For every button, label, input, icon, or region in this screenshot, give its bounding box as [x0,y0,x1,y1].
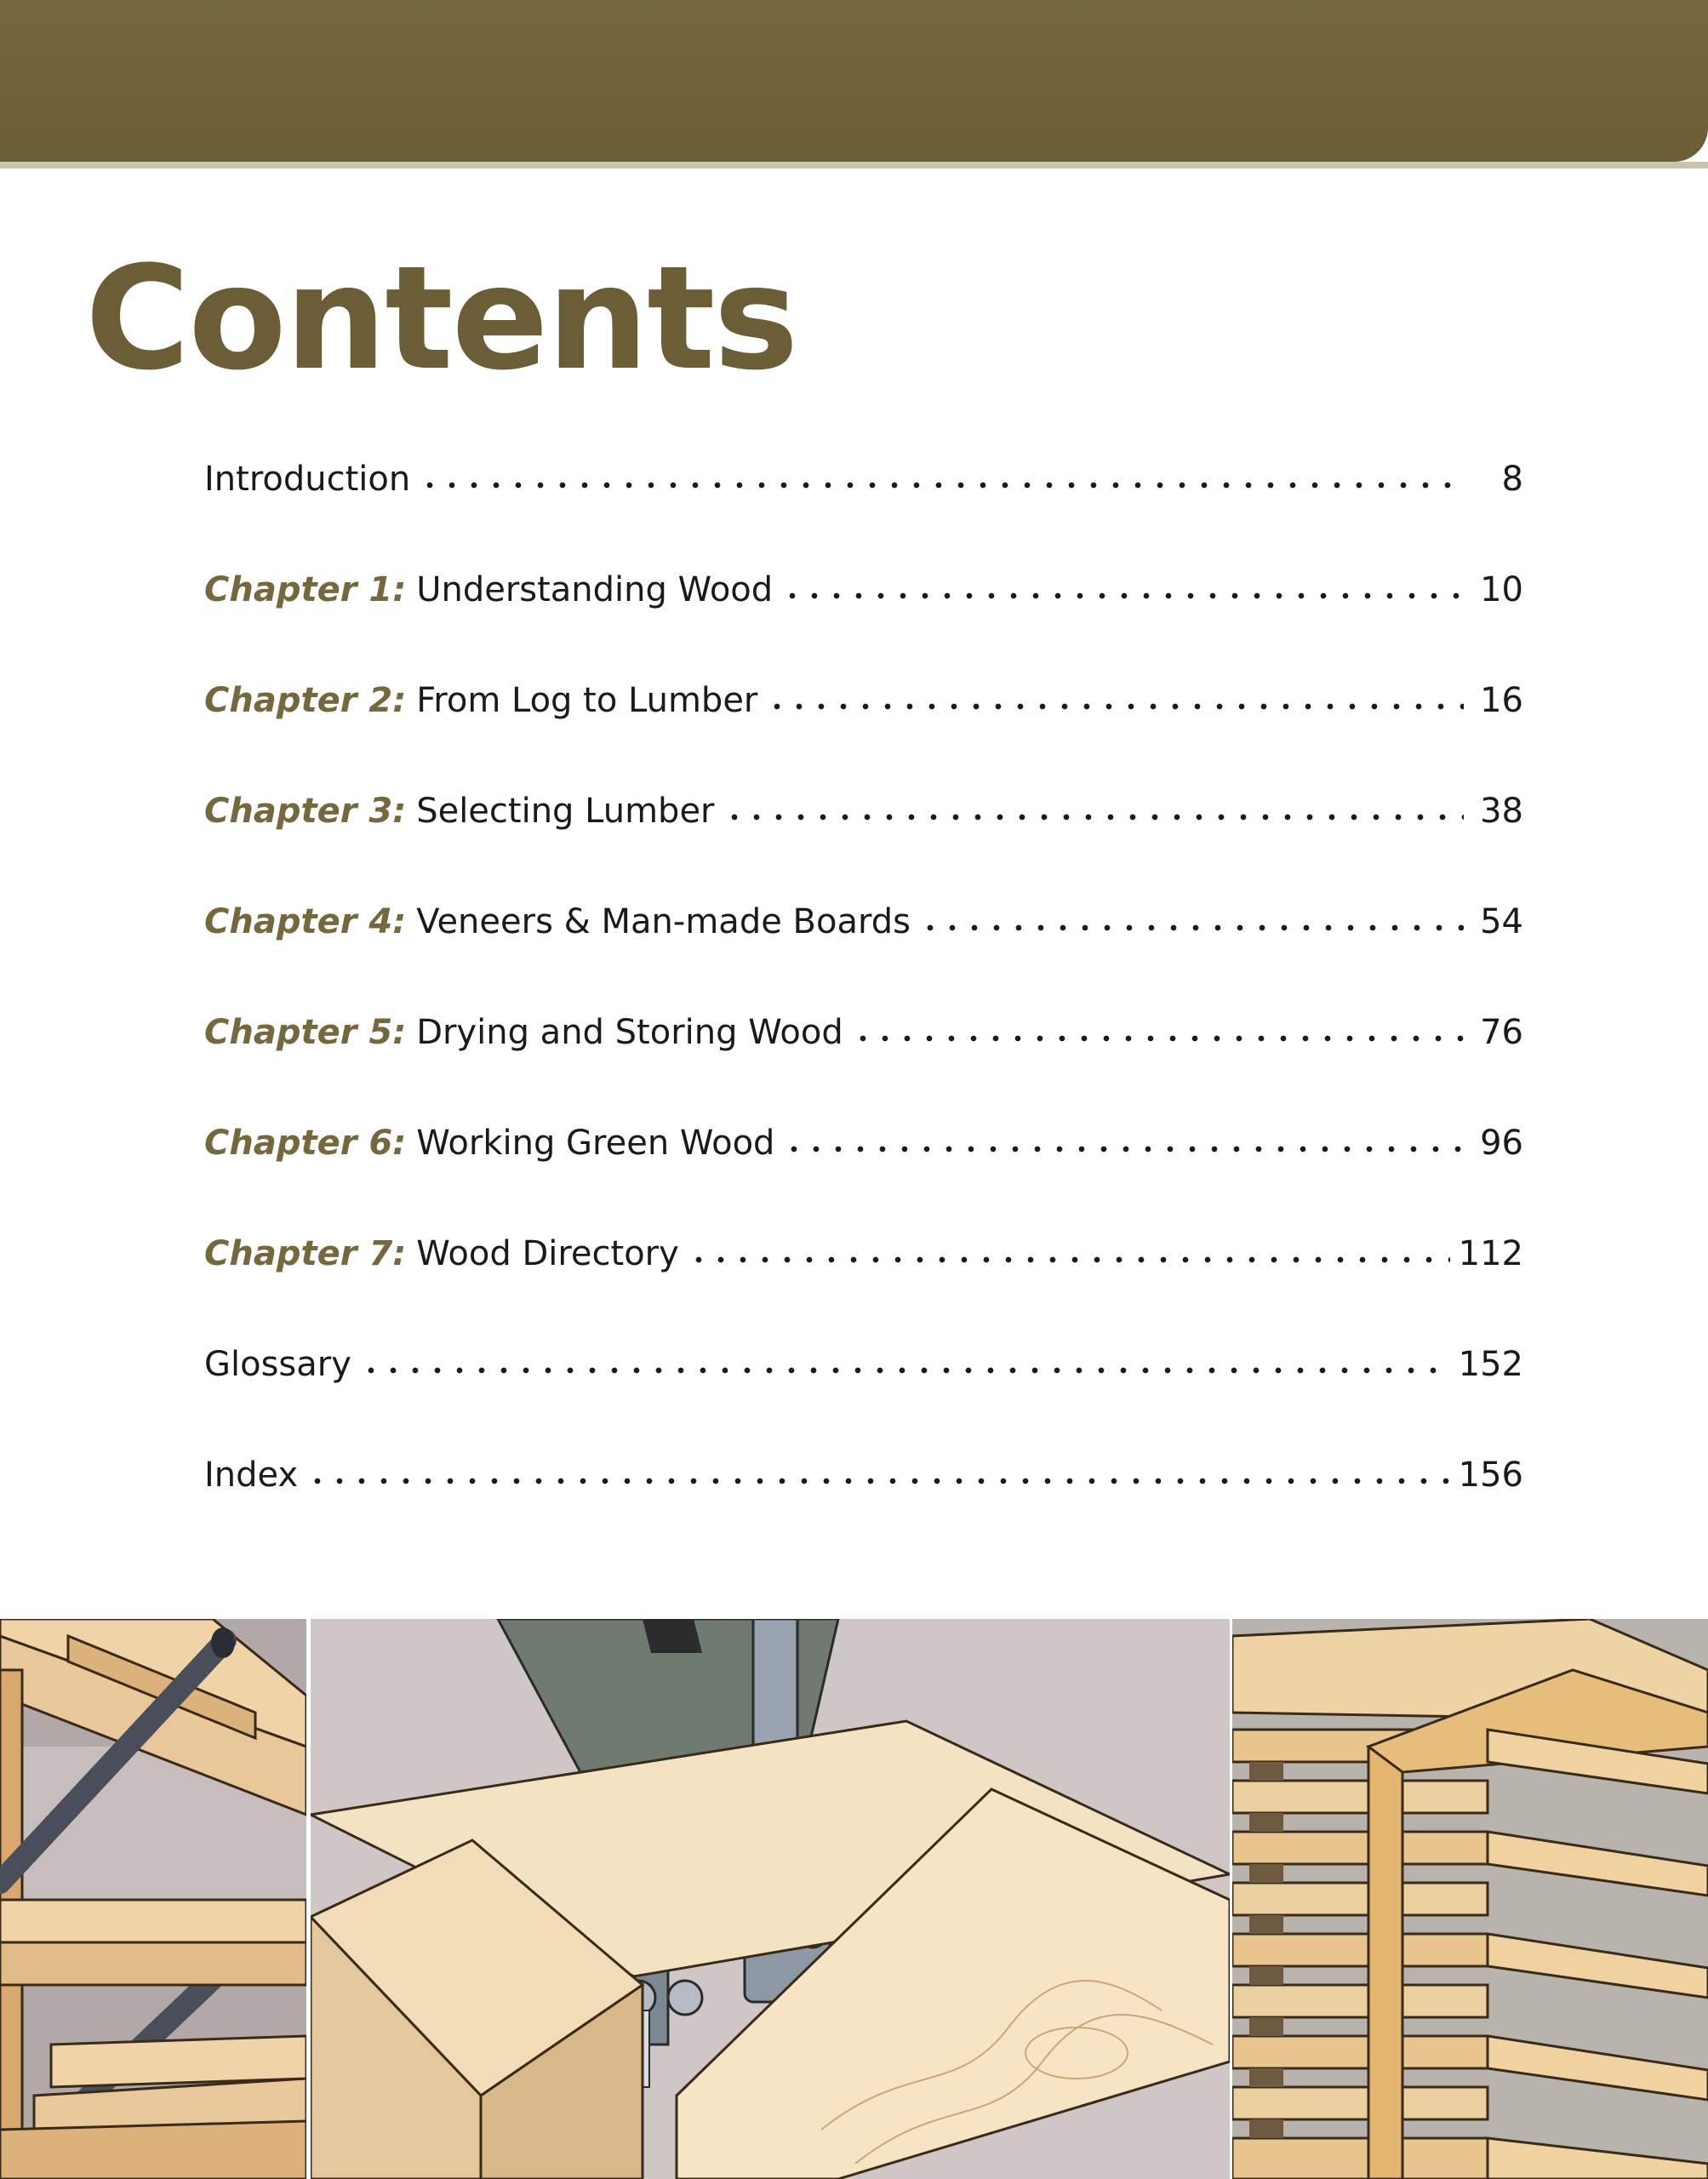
toc-entry-page: 112 [1458,1234,1523,1273]
lumber-rack-illustration [0,1619,306,2179]
toc-entry-chapter-7 [204,1234,1523,1345]
toc-entry-chapter-3 [204,792,1523,902]
toc-entry-label: Glossary [204,1345,351,1384]
toc-chapter-number: Chapter 1: [204,570,407,609]
toc-entry-page: 38 [1480,792,1523,831]
table-of-contents [204,460,1523,1566]
dot-leader [783,1146,1464,1152]
toc-chapter-number: Chapter 7: [204,1234,407,1273]
dot-leader [766,703,1464,710]
dot-leader [852,1035,1464,1042]
toc-chapter-number: Chapter 6: [204,1124,407,1163]
dot-leader [688,1256,1450,1263]
header-band [0,0,1708,162]
toc-entry-chapter-6 [204,1124,1523,1234]
toc-entry-page: 16 [1480,681,1523,720]
toc-entry-page: 76 [1480,1013,1523,1052]
page-title: Contents [85,235,797,402]
toc-entry-chapter-5 [204,1013,1523,1124]
dot-leader [723,814,1465,821]
toc-entry-index [204,1456,1523,1566]
toc-entry-page: 152 [1458,1345,1523,1384]
toc-entry-label: From Log to Lumber [416,681,758,720]
toc-chapter-number: Chapter 5: [204,1013,407,1052]
dot-leader [781,592,1464,599]
header-band-edge [0,162,1708,169]
toc-entry-label: Working Green Wood [416,1124,775,1163]
dot-leader [419,482,1464,489]
toc-entry-page: 156 [1458,1456,1523,1495]
toc-entry-label: Veneers & Man-made Boards [416,902,911,941]
toc-entry-introduction [204,460,1523,570]
dot-leader [360,1367,1450,1374]
stickered-lumber-stack-illustration [1232,1619,1708,2179]
toc-entry-label: Introduction [204,460,411,499]
toc-entry-label: Understanding Wood [416,570,774,609]
toc-chapter-number: Chapter 2: [204,681,407,720]
toc-entry-label: Index [204,1456,299,1495]
toc-entry-chapter-4 [204,902,1523,1013]
toc-entry-label: Drying and Storing Wood [416,1013,843,1052]
dot-leader [919,924,1464,931]
toc-chapter-number: Chapter 3: [204,792,407,831]
toc-entry-glossary [204,1345,1523,1456]
toc-entry-label: Wood Directory [416,1234,679,1273]
dot-leader [306,1478,1450,1484]
illustration-strip [0,1619,1708,2179]
toc-entry-page: 10 [1480,570,1523,609]
toc-entry-page: 54 [1480,902,1523,941]
toc-entry-page: 96 [1480,1124,1523,1163]
toc-entry-chapter-2 [204,681,1523,792]
toc-chapter-number: Chapter 4: [204,902,407,941]
toc-entry-page: 8 [1501,460,1523,499]
toc-entry-chapter-1 [204,570,1523,681]
toc-entry-label: Selecting Lumber [416,792,715,831]
bandsaw-resawing-illustration [311,1619,1230,2179]
